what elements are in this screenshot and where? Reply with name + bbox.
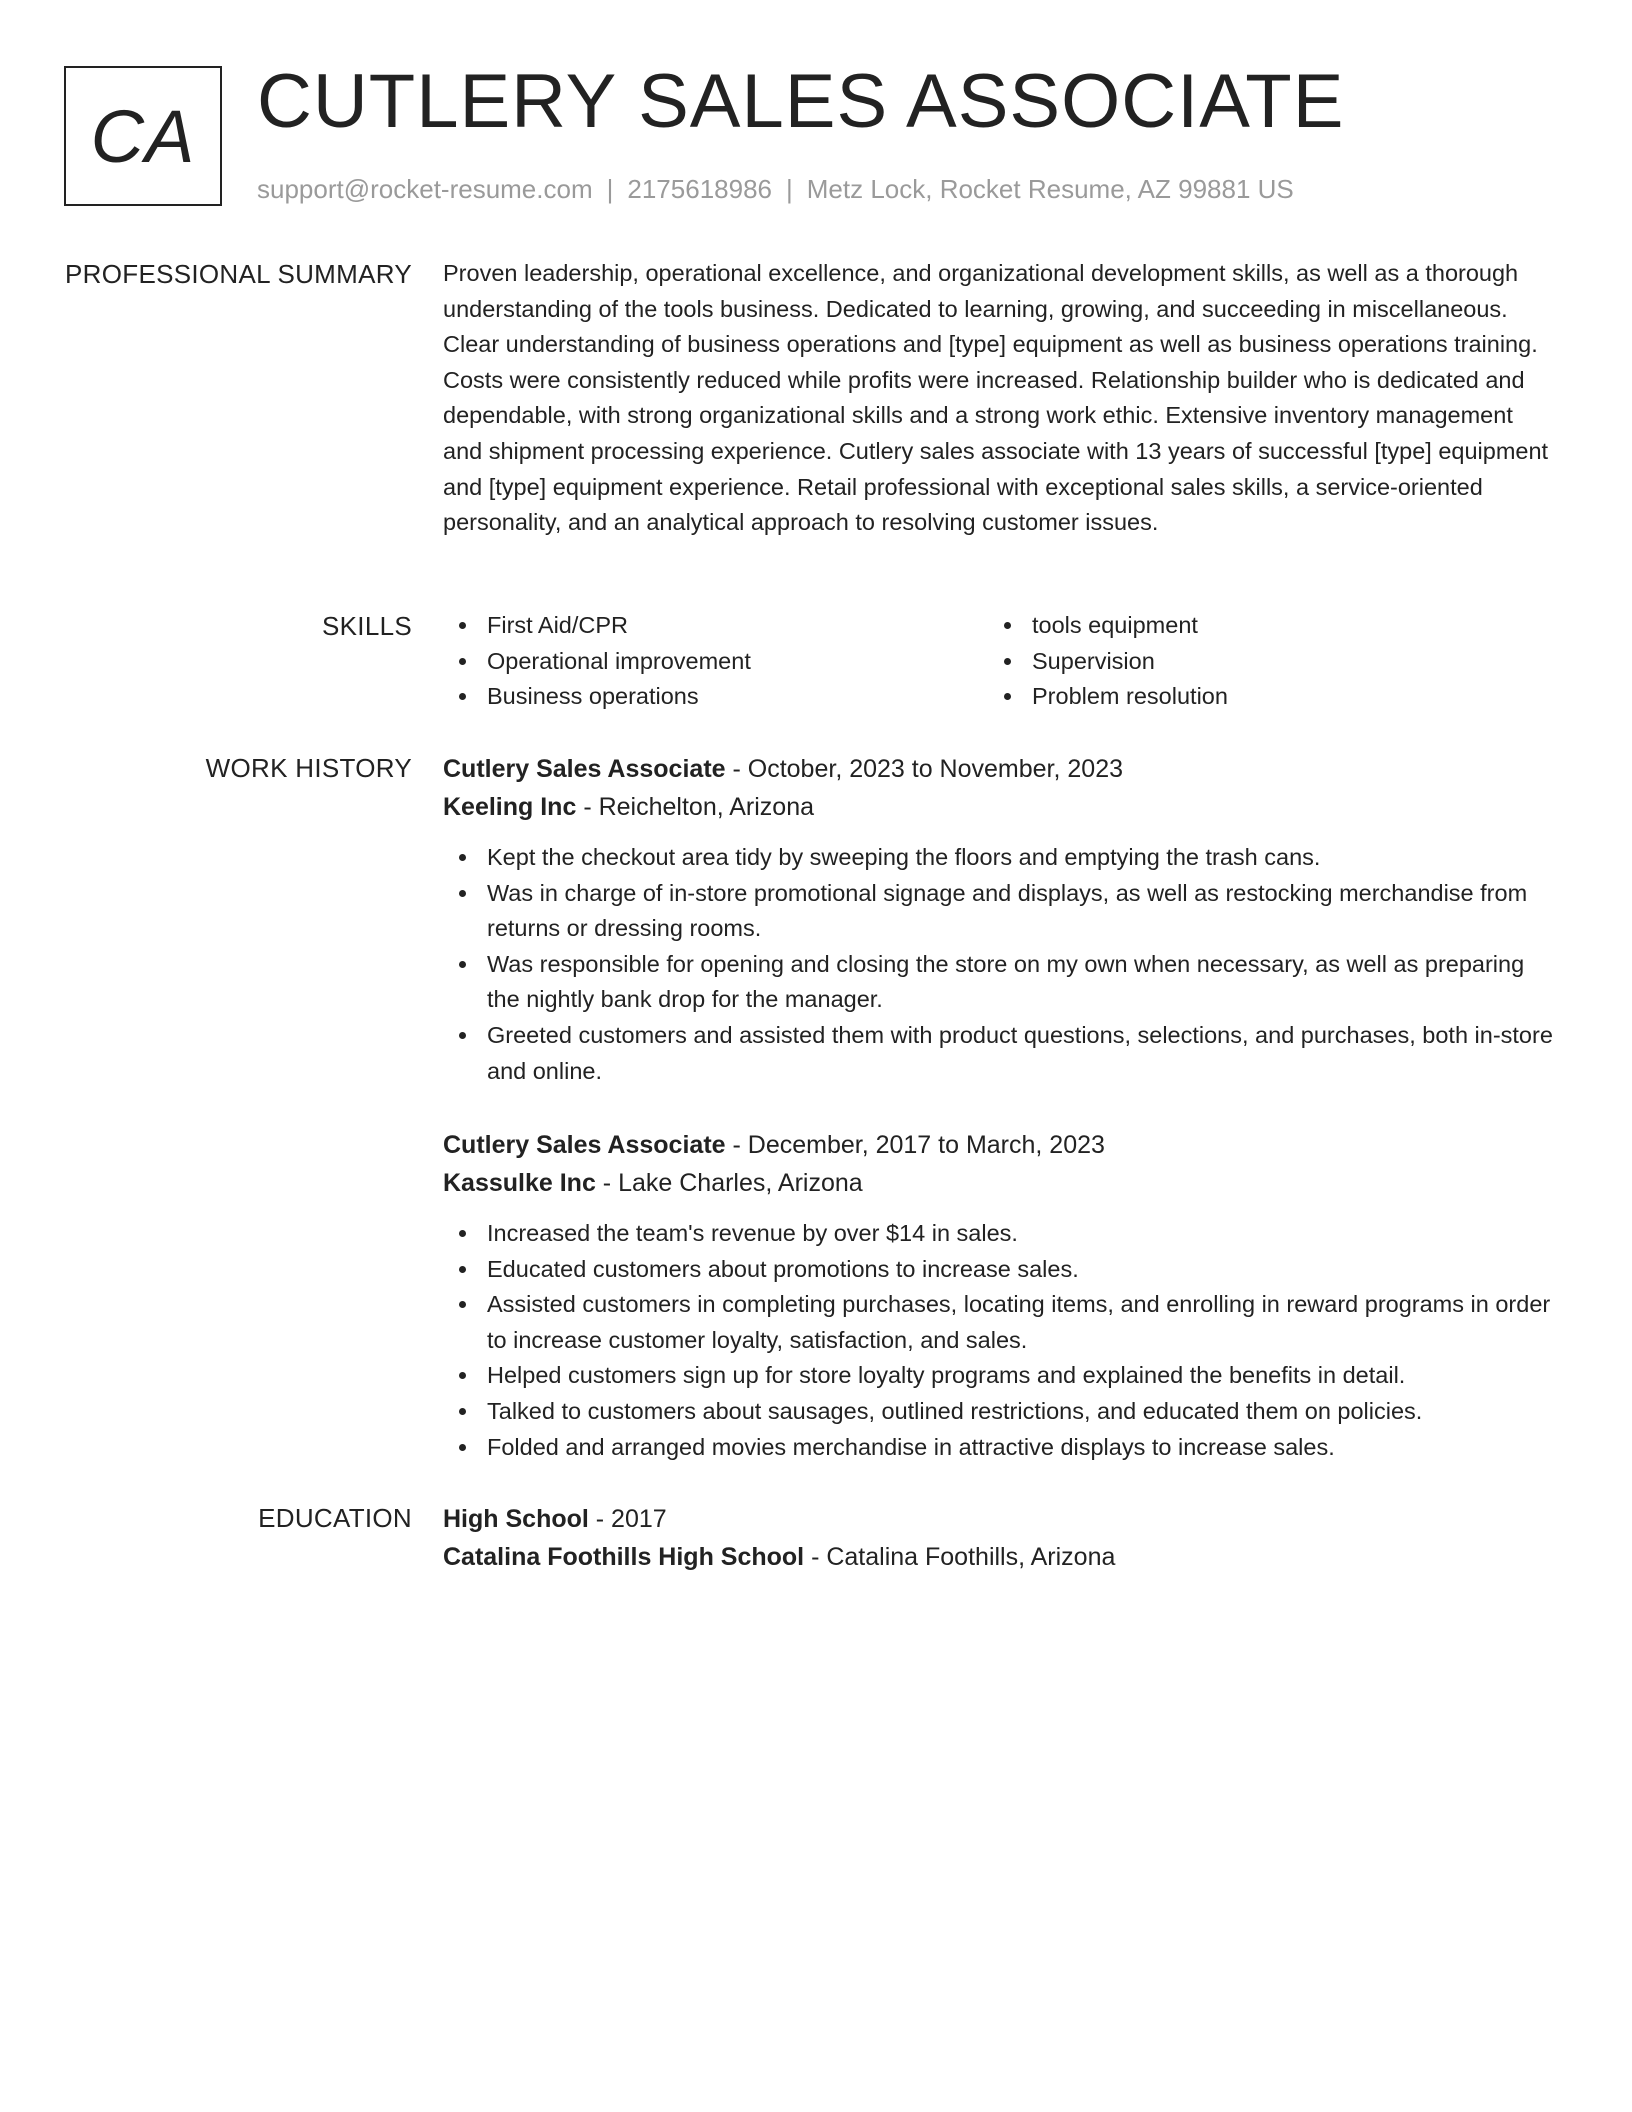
- education-heading: EDUCATION: [258, 1503, 412, 1533]
- job-duty-item: Greeted customers and assisted them with product questions, selections, and purchases, both in-store and online.: [443, 1018, 1553, 1089]
- job-duty-item: Helped customers sign up for store loyalty programs and explained the benefits in detail.: [443, 1358, 1553, 1394]
- job-duty-item: Was responsible for opening and closing the store on my own when necessary, as well as preparing the nightly bank drop for the manager.: [443, 947, 1553, 1018]
- job-entry: [443, 750, 1553, 1089]
- job-entry: [443, 1126, 1553, 1465]
- job-dates: - December, 2017 to March, 2023: [725, 1131, 1105, 1159]
- job-title: Cutlery Sales Associate: [443, 1131, 726, 1159]
- skills-columns: [443, 608, 1553, 715]
- education-degree: High School: [443, 1505, 589, 1533]
- job-company: Kassulke Inc: [443, 1169, 596, 1197]
- job-duty-item: Kept the checkout area tidy by sweeping the floors and emptying the trash cans.: [443, 840, 1553, 876]
- job-location: - Reichelton, Arizona: [576, 793, 814, 821]
- education-location: - Catalina Foothills, Arizona: [804, 1543, 1116, 1571]
- skill-item: First Aid/CPR: [443, 608, 988, 644]
- job-duty-item: Talked to customers about sausages, outlined restrictions, and educated them on policies.: [443, 1394, 1553, 1430]
- monogram-box: [64, 66, 222, 206]
- skills-column-1: [443, 608, 988, 715]
- skill-item: Problem resolution: [988, 679, 1488, 715]
- job-duty-item: Educated customers about promotions to increase sales.: [443, 1252, 1553, 1288]
- job-dates: - October, 2023 to November, 2023: [725, 755, 1124, 783]
- job-duties-list: [443, 1216, 1553, 1465]
- work-history-heading: WORK HISTORY: [205, 753, 412, 783]
- job-duties-list: [443, 840, 1553, 1089]
- job-title-line: [443, 1126, 1553, 1164]
- education-degree-line: [443, 1500, 1553, 1538]
- summary-text: Proven leadership, operational excellence, and organizational development skills, as well as a thorough understanding of the tools business. Dedicated to learning, growing, and succeeding in miscellaneous. Clear understanding of business operations and [type] equipment as well as business operations training. Costs were consistently reduced while profits were increased. Relationship builder who is dedicated and dependable, with strong organizational skills and a strong work ethic. Extensive inventory management and shipment processing experience. Cutlery sales associate with 13 years of successful [type] equipment and [type] equipment experience. Retail professional with exceptional sales skills, a service-oriented personality, and an analytical approach to resolving customer issues.: [443, 260, 1549, 536]
- skill-item: Supervision: [988, 644, 1488, 680]
- contact-address: Metz Lock, Rocket Resume, AZ 99881 US: [806, 174, 1294, 204]
- contact-line: [257, 172, 1294, 206]
- skills-body: [443, 608, 1553, 715]
- contact-separator: |: [786, 174, 793, 204]
- job-company: Keeling Inc: [443, 793, 577, 821]
- job-duty-item: Assisted customers in completing purchases, locating items, and enrolling in reward programs in order to increase customer loyalty, satisfaction, and sales.: [443, 1287, 1553, 1358]
- job-duty-item: Was in charge of in-store promotional signage and displays, as well as restocking merchandise from returns or dressing rooms.: [443, 876, 1553, 947]
- job-company-line: [443, 1164, 1553, 1202]
- resume-title: CUTLERY SALES ASSOCIATE: [257, 59, 1345, 144]
- job-title: Cutlery Sales Associate: [443, 755, 726, 783]
- job-company-line: [443, 788, 1553, 826]
- skill-item: Business operations: [443, 679, 988, 715]
- contact-separator: |: [606, 174, 614, 204]
- job-location: - Lake Charles, Arizona: [595, 1169, 863, 1197]
- monogram-initials: CA: [90, 94, 196, 178]
- skills-heading: SKILLS: [322, 611, 412, 641]
- contact-phone: 2175618986: [627, 174, 772, 204]
- summary-heading: PROFESSIONAL SUMMARY: [65, 259, 412, 289]
- job-duty-item: Increased the team's revenue by over $14 in sales.: [443, 1216, 1553, 1252]
- education-school: Catalina Foothills High School: [443, 1543, 805, 1571]
- job-title-line: [443, 750, 1553, 788]
- skills-column-2: [988, 608, 1488, 715]
- skill-item: tools equipment: [988, 608, 1488, 644]
- education-year: - 2017: [588, 1505, 667, 1533]
- summary-body: [443, 256, 1553, 541]
- education-school-line: [443, 1538, 1553, 1576]
- contact-email: support@rocket-resume.com: [257, 174, 593, 204]
- education-entry: [443, 1500, 1553, 1576]
- skill-item: Operational improvement: [443, 644, 988, 680]
- job-duty-item: Folded and arranged movies merchandise in attractive displays to increase sales.: [443, 1430, 1553, 1466]
